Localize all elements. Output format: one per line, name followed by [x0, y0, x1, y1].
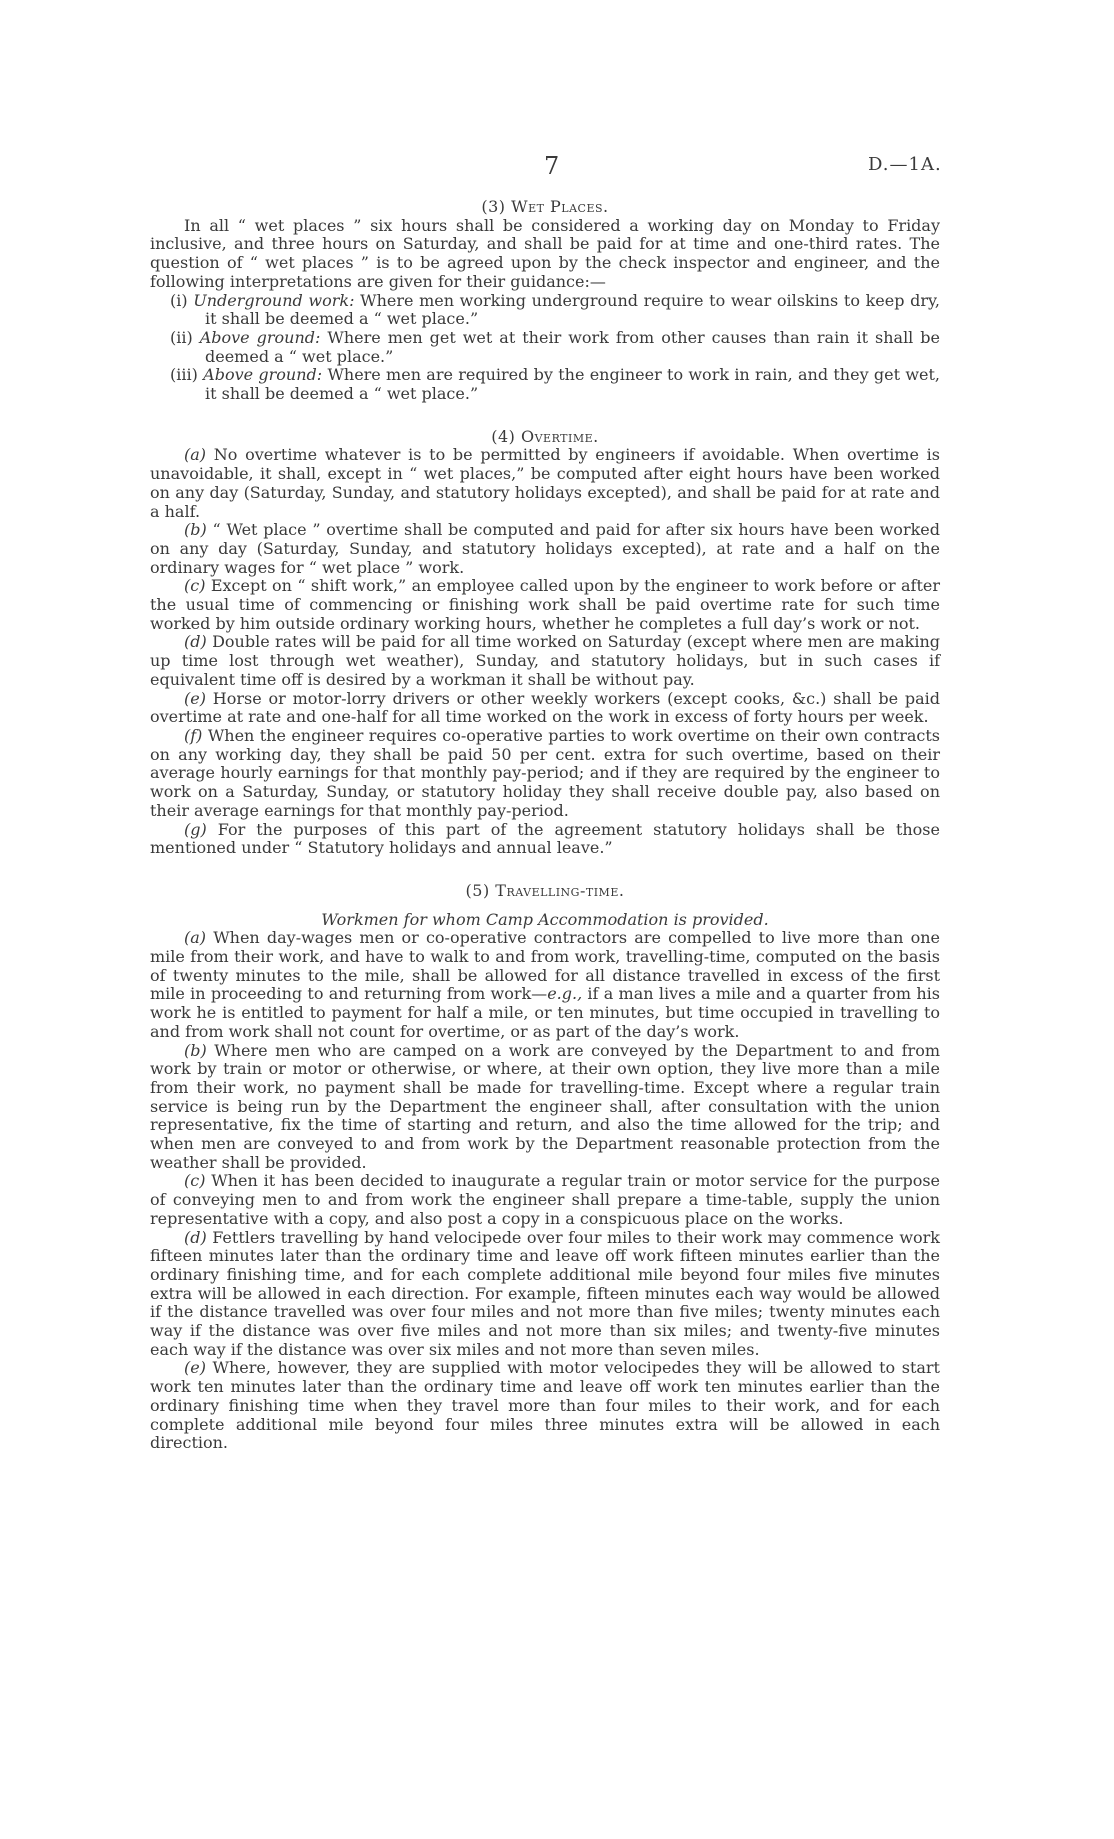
paragraph-letter: (a) [184, 928, 207, 948]
paragraph-letter: (c) [184, 576, 206, 596]
travelling-paragraph [150, 1229, 940, 1360]
paragraph-letter: (b) [184, 1040, 207, 1060]
paragraph-text: if a man lives a mile and a quarter from his work he is entitled to payment for half a mile, or ten minutes, but time occupied in travelling to and from work shall not count for overtime, or as part of the day’s work. [150, 984, 941, 1041]
paragraph-letter: (e) [184, 1358, 206, 1378]
document-reference: D.—1A. [868, 154, 942, 175]
overtime-paragraph [150, 633, 940, 689]
item-label: Underground work: [193, 290, 355, 310]
travelling-paragraph [150, 1042, 940, 1173]
overtime-paragraph [150, 727, 940, 821]
travelling-paragraph [150, 929, 940, 1041]
item-number: (i) [170, 290, 188, 310]
paragraph-letter: (d) [184, 632, 207, 652]
travelling-paragraph [150, 1359, 940, 1453]
section-subheading: Workmen for whom Camp Accommodation is provided. [321, 909, 769, 929]
item-text: Where men working underground require to wear oilskins to keep dry, it shall be deemed a “ wet place.” [205, 290, 940, 329]
wet-places-item [150, 292, 940, 329]
paragraph-letter: (a) [184, 445, 207, 465]
item-label: Above ground: [199, 327, 321, 347]
item-number: (iii) [170, 365, 198, 385]
paragraph-emphasis: e.g., [547, 984, 583, 1004]
paragraph-text: Fettlers travelling by hand velocipede over four miles to their work may commence work fifteen minutes later than the ordinary time and leave off work fifteen minutes earlier than the ordinary finishing time, and for each complete additional mile beyond four miles five minutes extra will be allowed in each direction. For example, fifteen minutes each way would be allowed if the distance travelled was over four miles and not more than five miles; twenty minutes each way if the distance was over five miles and not more than six miles; and twenty-five minutes each way if the distance was over six miles and not more than seven miles. [150, 1227, 941, 1359]
item-text: Where men get wet at their work from other causes than rain it shall be deemed a “ wet place.” [205, 327, 940, 366]
overtime-paragraph [150, 821, 940, 858]
paragraph-text: Double rates will be paid for all time worked on Saturday (except where men are making up time lost through wet weather), Sunday, and statutory holidays, but in such cases if equivalent time off is desired by a workman it shall be without pay. [150, 632, 940, 689]
paragraph-letter: (e) [184, 688, 206, 708]
item-number: (ii) [170, 327, 193, 347]
paragraph-letter: (f) [184, 725, 203, 745]
paragraph-text: When the engineer requires co-operative parties to work overtime on their own contracts on any working day, they shall be paid 50 per cent. extra for such overtime, based on their average hourly earnings for that monthly pay-period; and if they are required by the engineer to work on a Saturday, Sunday, or statutory holiday they shall receive double pay, also based on their average earnings for that monthly pay-period. [150, 725, 941, 820]
paragraph-text: When day-wages men or co-operative contractors are compelled to live more than one mile from their work, and have to walk to and from work, travelling-time, computed on the basis of twenty minutes to the mile, shall be allowed for all distance travelled in excess of the first mile in proceeding to and returning from work— [150, 928, 941, 1004]
wet-places-item [150, 329, 940, 366]
paragraph-letter: (g) [184, 819, 207, 839]
paragraph-text: “ Wet place ” overtime shall be computed and paid for after six hours have been worked on any day (Saturday, Sunday, and statutory holidays excepted), at rate and a half on the ordinary wages for “ wet place ” work. [150, 520, 940, 577]
travelling-paragraph [150, 1172, 940, 1228]
paragraph-text: Where, however, they are supplied with motor velocipedes they will be allowed to start work ten minutes later than the ordinary time and leave off work ten minutes earlier than the ordinary finishing time when they travel more than four miles to their work, and for each complete additional mile beyond four miles three minutes extra will be allowed in each direction. [150, 1358, 940, 1453]
section-heading-travelling-time: (5) Travelling-time. [465, 880, 625, 900]
paragraph-letter: (d) [184, 1227, 207, 1247]
paragraph-text: Except on “ shift work,” an employee called upon by the engineer to work before or after the usual time of commencing or finishing work shall be paid overtime rate for such time worked by him outside ordinary working hours, whether he completes a full day’s work or not. [150, 576, 941, 633]
wet-places-intro: In all “ wet places ” six hours shall be considered a working day on Monday to Friday inclusive, and three hours on Saturday, and shall be paid for at time and one-third rates. The question of “ wet places ” is to be agreed upon by the check inspector and engineer, and the following interpretations are given for their guidance:— [150, 215, 940, 291]
page-content [150, 198, 940, 1453]
paragraph-text: When it has been decided to inaugurate a regular train or motor service for the purpose of conveying men to and from work the engineer shall prepare a time-table, supply the union representative with a copy, and also post a copy in a conspicuous place on the works. [150, 1171, 941, 1228]
section-heading-overtime: (4) Overtime. [491, 426, 599, 446]
paragraph-letter: (b) [184, 520, 207, 540]
section-heading-wet-places: (3) Wet Places. [481, 197, 609, 216]
wet-places-item [150, 366, 940, 403]
paragraph-text: No overtime whatever is to be permitted by engineers if avoidable. When overtime is unavoidable, it shall, except in “ wet places,” be computed after eight hours have been worked on any day (Saturday, Sunday, and statutory holidays excepted), and shall be paid for at rate and a half. [150, 445, 940, 521]
paragraph-text: Horse or motor-lorry drivers or other weekly workers (except cooks, &c.) shall be paid overtime at rate and one-half for all time worked on the work in excess of forty hours per week. [150, 688, 940, 727]
item-text: Where men are required by the engineer to work in rain, and they get wet, it shall be deemed a “ wet place.” [205, 365, 941, 404]
paragraph-letter: (c) [184, 1171, 206, 1191]
overtime-paragraph [150, 446, 940, 521]
overtime-paragraph [150, 521, 940, 577]
overtime-paragraph [150, 690, 940, 727]
overtime-paragraph [150, 577, 940, 633]
page-number: 7 [544, 152, 560, 180]
paragraph-text: Where men who are camped on a work are conveyed by the Department to and from work by train or motor or otherwise, or where, at their own option, they live more than a mile from their work, no payment shall be made for travelling-time. Except where a regular train service is being run by the Department the engineer shall, after consultation with the union representative, fix the time of starting and return, and also the time allowed for the trip; and when men are conveyed to and from work by the Department reasonable protection from the weather shall be provided. [150, 1040, 941, 1172]
item-label: Above ground: [203, 365, 323, 385]
paragraph-text: For the purposes of this part of the agreement statutory holidays shall be those mentioned under “ Statutory holidays and annual leave.” [150, 819, 940, 858]
